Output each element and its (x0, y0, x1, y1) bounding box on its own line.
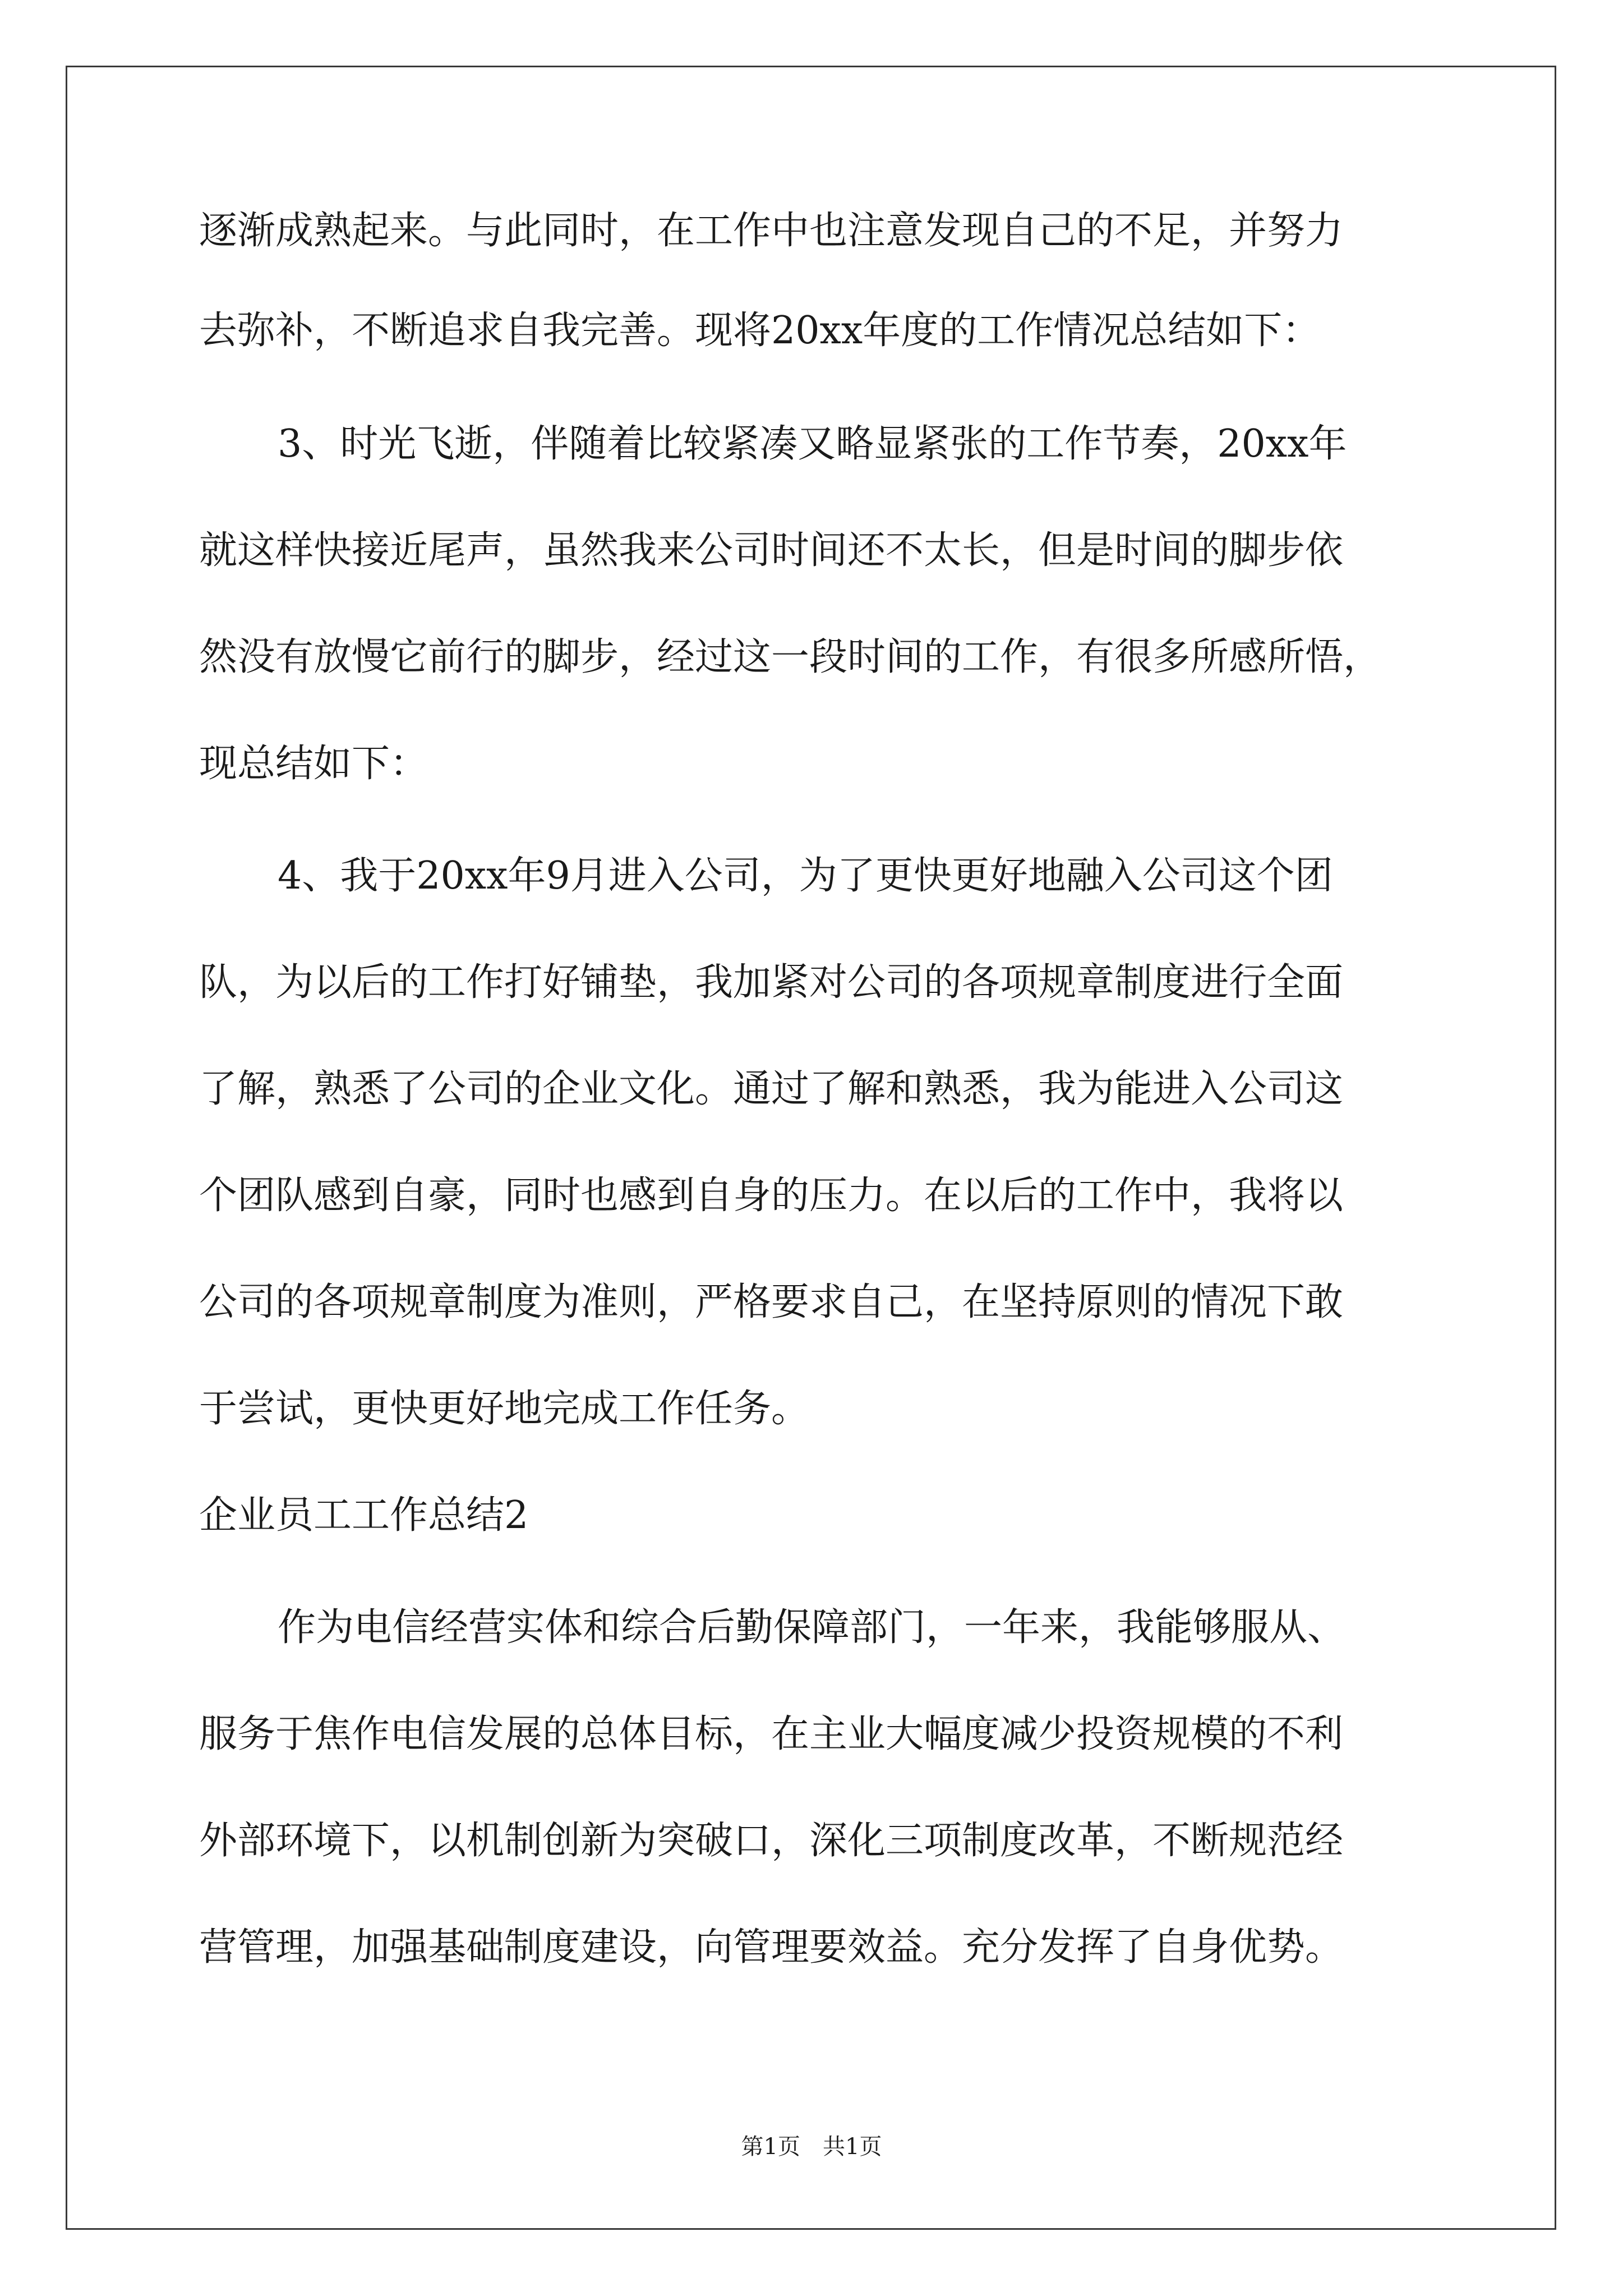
page-footer (0, 2129, 1623, 2161)
body-line: 然没有放慢它前行的脚步，经过这一段时间的工作，有很多所感所悟， (199, 635, 1382, 679)
page-total: 共1页 (823, 2134, 882, 2160)
body-line: 队，为以后的工作打好铺垫，我加紧对公司的各项规章制度进行全面 (199, 960, 1344, 1005)
body-line: 了解，熟悉了公司的企业文化。通过了解和熟悉，我为能进入公司这 (199, 1067, 1344, 1111)
body-line: 现总结如下： (199, 742, 428, 786)
page-border (66, 66, 1556, 2230)
body-line: 逐渐成熟起来。与此同时，在工作中也注意发现自己的不足，并努力 (199, 209, 1344, 253)
paragraph-start-line: 3、时光飞逝，伴随着比较紧凑又略显紧张的工作节奏，20xx年 (278, 422, 1347, 466)
paragraph-start-line: 4、我于20xx年9月进入公司，为了更快更好地融入公司这个团 (278, 854, 1333, 898)
body-line: 就这样快接近尾声，虽然我来公司时间还不太长，但是时间的脚步依 (199, 528, 1344, 573)
body-line: 外部环境下，以机制创新为突破口，深化三项制度改革，不断规范经 (199, 1819, 1344, 1863)
body-line: 于尝试，更快更好地完成工作任务。 (199, 1387, 810, 1431)
body-line: 个团队感到自豪，同时也感到自身的压力。在以后的工作中，我将以 (199, 1174, 1344, 1218)
body-line: 服务于焦作电信发展的总体目标，在主业大幅度减少投资规模的不利 (199, 1712, 1344, 1756)
paragraph-start-line: 作为电信经营实体和综合后勤保障部门，一年来，我能够服从、 (278, 1605, 1346, 1650)
body-line: 营管理，加强基础制度建设，向管理要效益。充分发挥了自身优势。 (199, 1925, 1344, 1970)
body-line: 公司的各项规章制度为准则，严格要求自己，在坚持原则的情况下敢 (199, 1280, 1344, 1324)
section-title: 企业员工工作总结2 (199, 1493, 529, 1538)
body-line: 去弥补，不断追求自我完善。现将20xx年度的工作情况总结如下： (199, 309, 1321, 353)
page-number: 第1页 (741, 2134, 800, 2160)
